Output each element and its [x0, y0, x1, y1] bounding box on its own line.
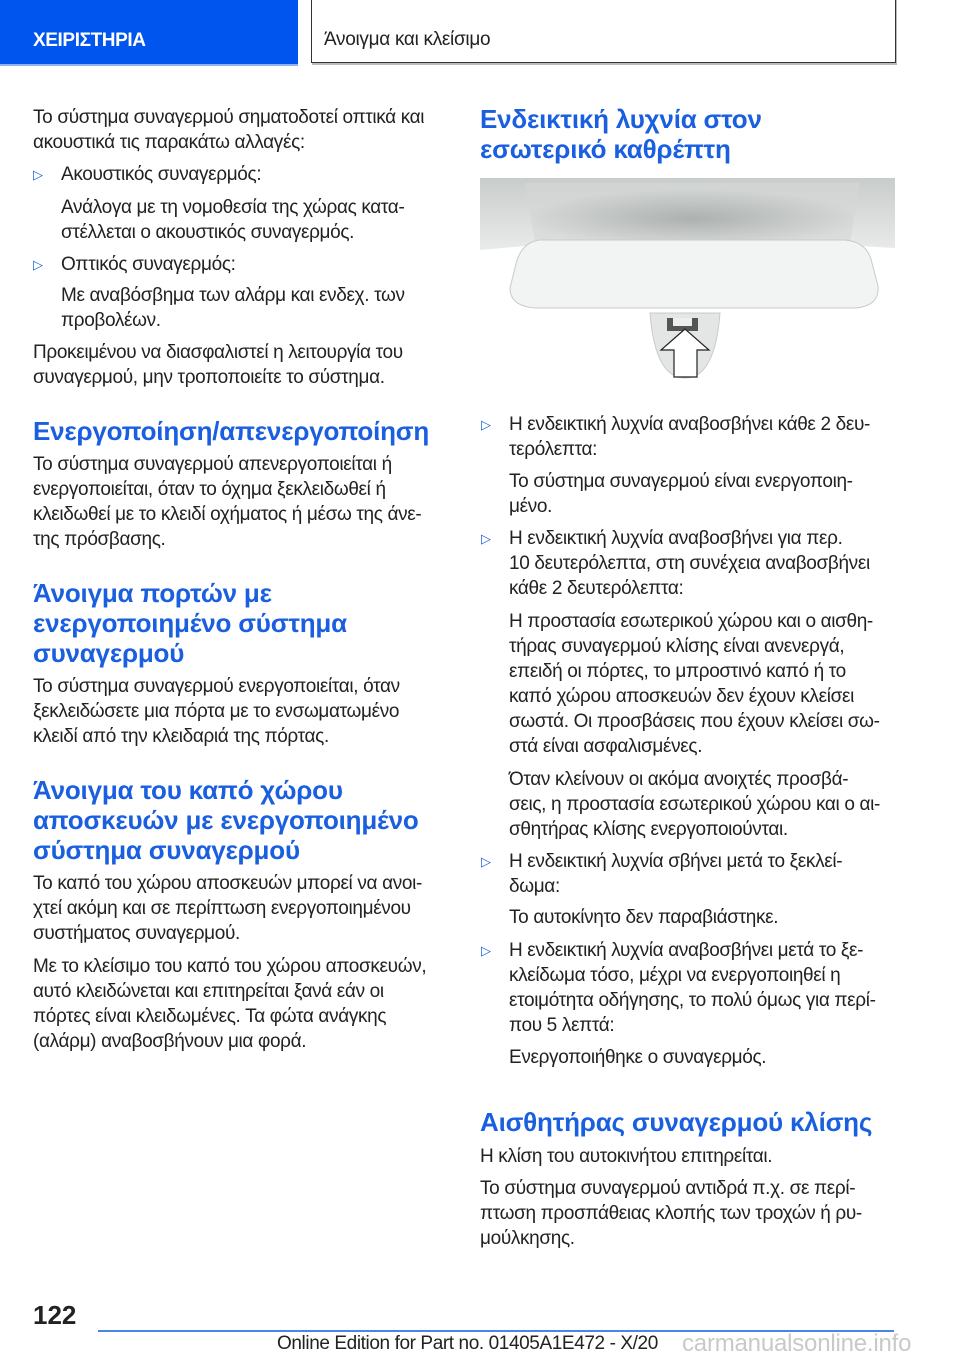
bullet-label: Η ενδεικτική λυχνία σβήνει μετά το ξεκλεί- δωμα: — [509, 851, 843, 897]
triangle-right-icon: ▷ — [481, 854, 491, 869]
triangle-right-icon: ▷ — [481, 417, 491, 432]
section-heading: Αισθητήρας συναγερμού κλίσης — [480, 1107, 873, 1137]
bullet-label: Η ενδεικτική λυχνία αναβοσβήνει κάθε 2 δευ- τερόλεπτα: — [509, 414, 870, 460]
page-number: 122 — [33, 1300, 77, 1330]
triangle-right-icon: ▷ — [481, 943, 491, 958]
paragraph: Το καπό του χώρου αποσκευών μπορεί να ανοι- χτεί ακόμη και σε περίπτωση ενεργοποιημένου συστήματος συναγερμού. — [33, 873, 422, 944]
triangle-right-icon: ▷ — [33, 257, 43, 272]
section-heading: Άνοιγμα του καπό χώρου αποσκευών με ενεργοποιημένο σύστημα συναγερμού — [33, 775, 419, 865]
bullet-label: Η ενδεικτική λυχνία αναβοσβήνει μετά το ξε- κλείδωμα τόσο, μέχρι να ενεργοποιηθεί η ετοιμότητα οδήγησης, το πολύ όμως για περί- που 5 λεπτά: — [509, 940, 876, 1036]
bullet-text: Ανάλογα με τη νομοθεσία της χώρας κατα- στέλλεται ο ακουστικός συναγερμός. — [61, 197, 405, 243]
paragraph: Με το κλείσιμο του καπό του χώρου αποσκευών, αυτό κλειδώνεται και επιτηρείται ξανά εάν οι πόρτες είναι κλειδωμένες. Τα φώτα ανάγκης (αλάρμ) αναβοσβήνουν μια φορά. — [33, 956, 427, 1052]
paragraph: Το σύστημα συναγερμού ενεργοποιείται, όταν ξεκλειδώσετε μια πόρτα με το ενσωματωμένο κλειδί από την κλειδαριά της πόρτας. — [33, 676, 400, 747]
paragraph: Το σύστημα συναγερμού αντιδρά π.χ. σε περί- πτωση προσπάθειας κλοπής των τροχών ή ρυ- μούλκησης. — [480, 1178, 862, 1249]
bullet-text: Η προστασία εσωτερικού χώρου και ο αισθη- τήρας συναγερμού κλίσης είναι ανενεργά, επειδή οι πόρτες, το μπροστινό καπό ή το καπό χώρου αποσκευών δεν έχουν κλείσει σωστά. Οι προσβάσεις που έχουν κλείσει σω- στά είναι ασφαλισμένες. — [509, 611, 880, 757]
section-tab — [0, 0, 298, 66]
paragraph: Προκειμένου να διασφαλιστεί η λειτουργία του συναγερμού, μην τροποποιείτε το σύστημα. — [33, 342, 403, 388]
chapter-box — [311, 0, 896, 63]
watermark: carmanualsonline.info — [682, 1330, 912, 1357]
section-title: ΧΕΙΡΙΣΤΗΡΙΑ — [33, 30, 146, 51]
section-heading: Ενεργοποίηση/απενεργοποίηση — [33, 416, 430, 446]
section-heading: Ενδεικτική λυχνία στον εσωτερικό καθρέπτη — [480, 104, 762, 164]
rearview-mirror-illustration — [480, 178, 895, 380]
triangle-right-icon: ▷ — [481, 531, 491, 546]
intro-paragraph: Το σύστημα συναγερμού σηματοδοτεί οπτικά και ακουστικά τις παρακάτω αλλαγές: — [33, 107, 425, 153]
bullet-item — [481, 849, 843, 899]
paragraph: Το σύστημα συναγερμού απενεργοποιείται ή ενεργοποιείται, όταν το όχημα ξεκλειδωθεί ή κλειδωθεί με το κλειδί οχήματος ή μέσω της άνε- της πρόσβασης. — [33, 454, 422, 550]
bullet-text: Όταν κλείνουν οι ακόμα ανοιχτές προσβά- σεις, η προστασία εσωτερικού χώρου και ο αι- σθητήρας κλίσης ενεργοποιούνται. — [509, 769, 880, 840]
chapter-title: Άνοιγμα και κλείσιμο — [324, 29, 491, 50]
bullet-label: Οπτικός συναγερμός: — [61, 254, 236, 275]
footer-edition: Online Edition for Part no. 01405A1E472 - X/20 — [277, 1333, 658, 1354]
bullet-label: Η ενδεικτική λυχνία αναβοσβήνει για περ. 10 δευτερόλεπτα, στη συνέχεια αναβοσβήνει κάθε 2 δευτερόλεπτα: — [509, 528, 870, 599]
paragraph: Η κλίση του αυτοκινήτου επιτηρείται. — [480, 1146, 773, 1167]
bullet-text: Το σύστημα συναγερμού είναι ενεργοποιη- μένο. — [509, 471, 853, 517]
bullet-text: Το αυτοκίνητο δεν παραβιάστηκε. — [509, 907, 779, 928]
bullet-item — [481, 938, 876, 1038]
bullet-label: Ακουστικός συναγερμός: — [61, 164, 262, 185]
bullet-item — [33, 162, 262, 187]
bullet-item — [481, 412, 870, 462]
section-heading: Άνοιγμα πορτών με ενεργοποιημένο σύστημα συναγερμού — [33, 578, 347, 668]
bullet-text: Ενεργοποιήθηκε ο συναγερμός. — [509, 1047, 767, 1068]
bullet-text: Με αναβόσβημα των αλάρμ και ενδεχ. των προβολέων. — [61, 285, 405, 331]
triangle-right-icon: ▷ — [33, 167, 43, 182]
bullet-item — [481, 526, 870, 601]
bullet-item — [33, 252, 236, 277]
